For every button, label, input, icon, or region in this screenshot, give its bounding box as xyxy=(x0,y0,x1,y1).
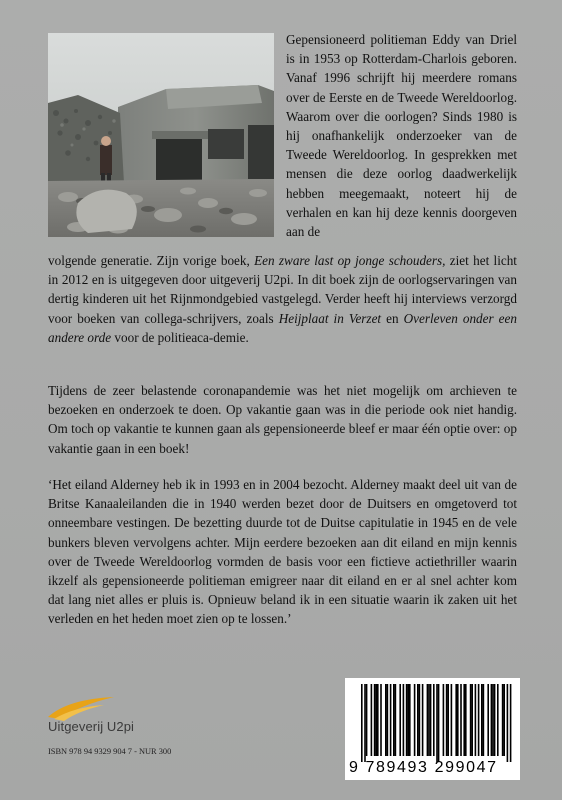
barcode-bar xyxy=(380,684,382,756)
isbn-line: ISBN 978 94 9329 904 7 - NUR 300 xyxy=(48,747,172,756)
barcode-digits: 9 789493 299047 xyxy=(349,759,498,776)
barcode-bar xyxy=(393,684,395,756)
author-photo xyxy=(48,33,274,237)
barcode-bar xyxy=(492,684,494,756)
author-bio-full xyxy=(48,251,517,347)
book-title-heijplaat: Heijplaat in Verzet xyxy=(278,310,382,326)
barcode-bar xyxy=(460,684,462,756)
barcode-bar xyxy=(387,684,389,756)
barcode-bar xyxy=(419,684,421,756)
barcode-bar xyxy=(403,684,405,756)
barcode-bar xyxy=(399,684,401,756)
barcode-bar xyxy=(407,684,409,756)
barcode-bar xyxy=(438,684,440,762)
barcode-bar xyxy=(361,684,363,762)
bio-part-4: voor de politieaca-demie. xyxy=(111,329,249,345)
bio-part-1: volgende generatie. Zijn vorige boek, xyxy=(48,253,255,268)
barcode-bar xyxy=(487,684,489,756)
barcode-bar xyxy=(503,684,505,756)
publisher-name: Uitgeverij U2pi xyxy=(48,719,135,734)
barcode-bar xyxy=(417,684,419,756)
barcode-bar xyxy=(447,684,449,756)
barcode-bar xyxy=(502,684,504,756)
barcode-bar xyxy=(497,684,499,756)
barcode xyxy=(345,678,520,780)
barcode-bar xyxy=(475,684,477,756)
alderney-paragraph-text: ‘Het eiland Alderney heb ik in 1993 en in 2004 bezocht. Alderney maakt deel uit van de Britse Kanaaleilanden die in 1940 werden bezet door de Duitsers en omgetoverd tot onneembare vestingen. De bezetting duurde tot de Duitse capitulatie in 1945 en de vele bunkers bleven vervolgens achter. Mijn eerdere bezoeken aan dit eiland en mijn kennis over de Tweede Wereldoorlog vormden de basis voor een fictieve actiethriller waarin ikzelf als gepensioneerde politieman emigreer naar dit eiland en er al snel achter kom dat lang niet alles er pluis is. Opnieuw beland ik in een situatie waarin ik zaken uit het verleden en het heden moet zien op te lossen.’ xyxy=(48,477,517,627)
barcode-bar xyxy=(371,684,373,756)
author-bio-side xyxy=(286,30,517,241)
barcode-bar xyxy=(463,684,465,756)
barcode-bar xyxy=(481,684,483,756)
author-bio-full-text xyxy=(48,251,517,347)
barcode-bar xyxy=(427,684,429,756)
barcode-bar xyxy=(483,684,485,756)
barcode-bar xyxy=(451,684,453,756)
barcode-bar xyxy=(377,684,379,756)
barcode-bar xyxy=(374,684,376,756)
barcode-bar xyxy=(470,684,472,756)
barcode-bar xyxy=(491,684,493,756)
barcode-bar xyxy=(494,684,496,756)
barcode-bar xyxy=(428,684,430,756)
barcode-bar xyxy=(364,684,366,762)
barcode-bar xyxy=(366,684,368,756)
barcode-bar xyxy=(507,684,509,762)
book-title-overleven: Overleven onder een andere orde xyxy=(48,310,517,345)
book-title-previous: Een zware last op jonge schouders, xyxy=(254,253,446,268)
barcode-bar xyxy=(478,684,480,756)
barcode-bar xyxy=(406,684,408,756)
barcode-bar xyxy=(430,684,432,756)
publisher-swoosh-icon xyxy=(46,695,118,721)
barcode-bar xyxy=(446,684,448,756)
barcode-bar xyxy=(465,684,467,756)
publisher-logo xyxy=(46,695,166,737)
barcode-bar xyxy=(395,684,397,756)
bio-part-2: ziet het licht in 2012 en is uitgegeven door uitgeverij U2pi. In dit boek zijn de oorlogservaringen van dertig kinderen uit het Rijnmondgebied vastgelegd. Verder heeft hij interviews verzorgd voor boeken van collega-schrijvers, zoals xyxy=(48,253,517,326)
barcode-bar xyxy=(375,684,377,756)
barcode-bar xyxy=(443,684,445,756)
barcode-bar xyxy=(455,684,457,756)
barcode-bar xyxy=(390,684,392,756)
barcode-bar xyxy=(436,684,438,762)
barcode-bar xyxy=(471,684,473,756)
barcode-bar xyxy=(457,684,459,756)
author-bio-side-text: Gepensioneerd politieman Eddy van Driel is in 1953 op Rotterdam-Charlois geboren. Vanaf 1996 schrijft hij meerdere romans over de Eerste en de Tweede Wereldoorlog. Waarom over die oorlogen? Sinds 1980 is hij onafhankelijk onderzoeker van de Tweede Wereldoorlog. In gesprekken met mensen die deze oorlog daadwerkelijk hebben meegemaakt, noteert hij de verhalen en kan hij deze kennis doorgeven aan de xyxy=(286,32,517,240)
barcode-bar xyxy=(414,684,416,756)
corona-paragraph-text: Tijdens de zeer belastende coronapandemie was het niet mogelijk om archieven te bezoeken en onderzoek te doen. Op vakantie gaan was in die periode ook niet handig. Om toch op vakantie te kunnen gaan als gepensioneerde bleef er maar één optie over: op vakantie gaan in een boek! xyxy=(48,383,517,456)
alderney-paragraph xyxy=(48,475,517,629)
corona-paragraph xyxy=(48,381,517,458)
barcode-bar xyxy=(422,684,424,756)
barcode-bar xyxy=(433,684,435,756)
bio-part-3: en xyxy=(381,310,404,326)
barcode-bar xyxy=(385,684,387,756)
barcode-bar xyxy=(510,684,512,762)
barcode-bar xyxy=(409,684,411,756)
